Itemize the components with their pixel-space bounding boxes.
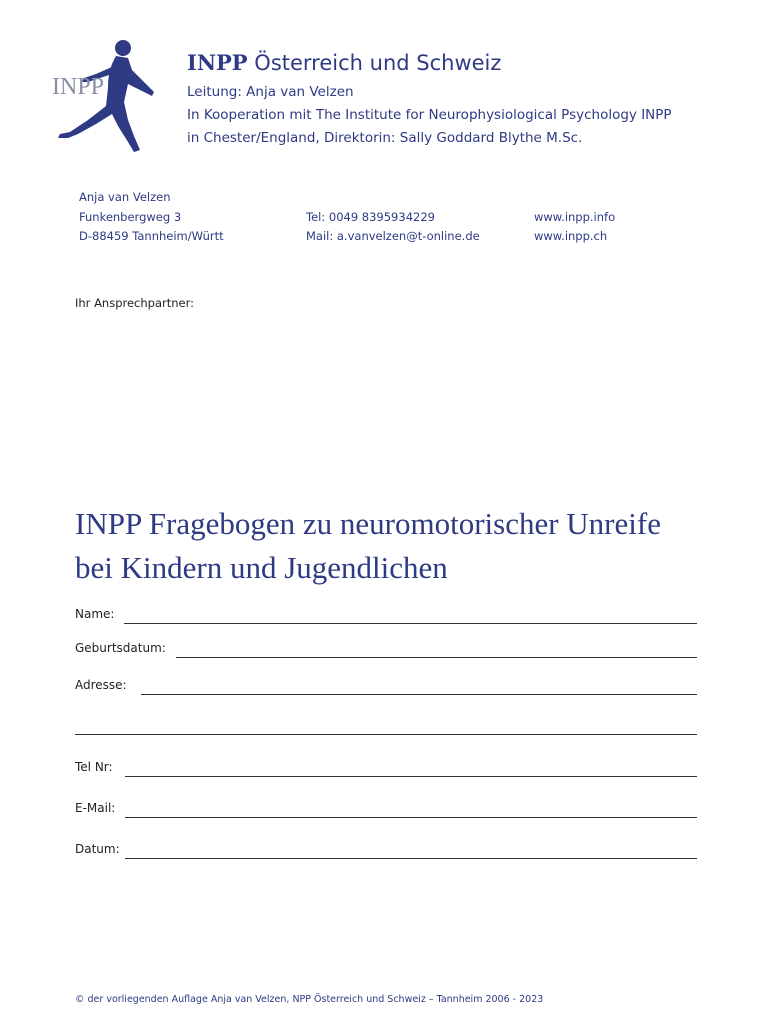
email-label: E-Mail: — [75, 801, 116, 815]
org-header — [187, 50, 672, 150]
address-field[interactable] — [75, 673, 697, 695]
org-director: in Chester/England, Direktorin: Sally Goddard Blythe M.Sc. — [187, 130, 583, 146]
birthdate-label: Geburtsdatum: — [75, 641, 166, 655]
phone-field[interactable] — [75, 755, 697, 777]
phone-label: Tel Nr: — [75, 760, 113, 774]
org-title: INPP Österreich und Schweiz — [187, 50, 502, 75]
org-leader: Leitung: Anja van Velzen — [187, 84, 354, 100]
address-line-2[interactable] — [75, 734, 697, 735]
document-title — [75, 502, 661, 590]
date-line[interactable] — [125, 858, 697, 859]
address-line[interactable] — [141, 694, 697, 695]
website-ch[interactable]: www.inpp.ch — [534, 229, 608, 243]
contact-person-label: Ihr Ansprechpartner: — [75, 296, 195, 310]
contact-tel: Tel: 0049 8395934229 — [306, 209, 435, 224]
name-field[interactable] — [75, 602, 697, 624]
email-field[interactable] — [75, 796, 697, 818]
date-field[interactable] — [75, 837, 697, 859]
address-street: Funkenbergweg 3 — [79, 209, 182, 224]
title-line-1: INPP Fragebogen zu neuromotorischer Unreife — [75, 506, 661, 541]
logo-text: INPP — [52, 74, 105, 100]
website-info[interactable]: www.inpp.info — [534, 209, 616, 224]
web-column — [534, 208, 615, 247]
copyright-footer: © der vorliegenden Auflage Anja van Velzen, NPP Österreich und Schweiz – Tannheim 2006 - 2023 — [75, 994, 544, 1005]
inpp-logo — [48, 36, 166, 154]
address-city: D-88459 Tannheim/Württ — [79, 229, 224, 243]
org-cooperation: In Kooperation mit The Institute for Neurophysiological Psychology INPP — [187, 107, 672, 123]
birthdate-line[interactable] — [176, 657, 697, 658]
phone-line[interactable] — [125, 776, 697, 777]
contact-mail: Mail: a.vanvelzen@t-online.de — [306, 229, 480, 243]
email-line[interactable] — [125, 817, 697, 818]
name-label: Name: — [75, 607, 115, 621]
address-name: Anja van Velzen — [79, 190, 171, 204]
contact-column — [306, 208, 480, 247]
address-label: Adresse: — [75, 678, 127, 692]
name-line[interactable] — [124, 623, 697, 624]
title-line-2: bei Kindern und Jugendlichen — [75, 550, 448, 585]
date-label: Datum: — [75, 842, 120, 856]
birthdate-field[interactable] — [75, 636, 697, 658]
address-column — [79, 188, 224, 247]
